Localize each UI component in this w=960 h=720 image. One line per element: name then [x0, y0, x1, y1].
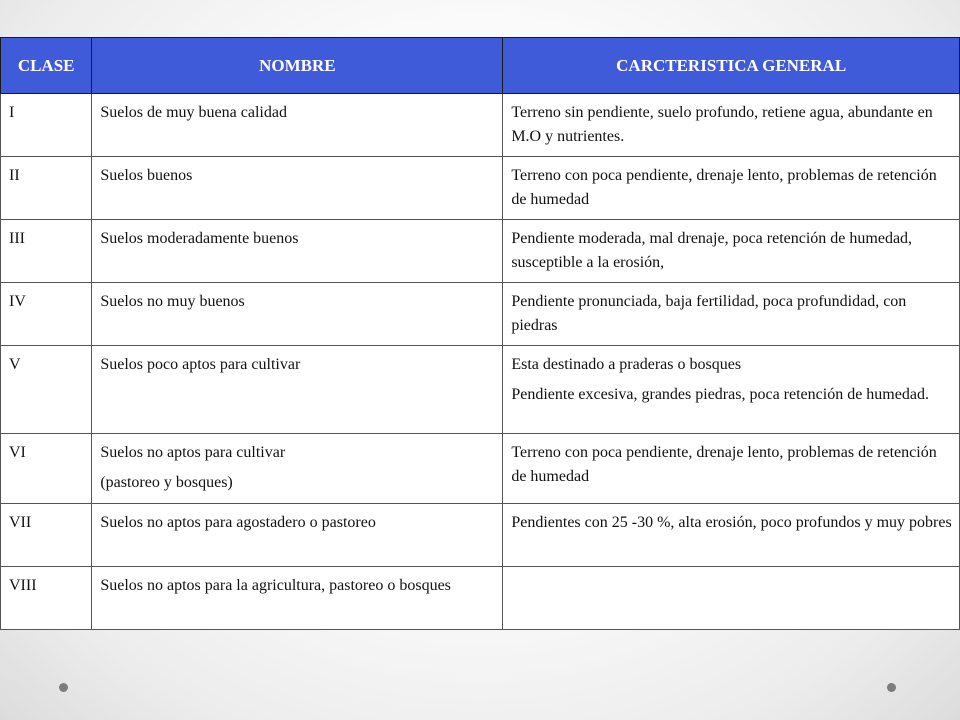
table-row — [1, 567, 960, 630]
cell-caracteristica — [503, 94, 960, 157]
table-row — [1, 346, 960, 434]
cell-text: Pendiente excesiva, grandes piedras, poca retención de humedad. — [511, 386, 929, 403]
table-row — [1, 94, 960, 157]
cell-text: Terreno con poca pendiente, drenaje lento, problemas de retención de humedad — [511, 444, 937, 485]
cell-caracteristica — [503, 220, 960, 283]
cell-nombre — [92, 504, 503, 567]
cell-text: Terreno con poca pendiente, drenaje lento, problemas de retención de humedad — [511, 167, 937, 208]
cell-text: Pendientes con 25 -30 %, alta erosión, poco profundos y muy pobres — [511, 514, 952, 531]
cell-text: Suelos poco aptos para cultivar — [100, 356, 301, 373]
cell-caracteristica — [503, 157, 960, 220]
header-clase: CLASE — [1, 38, 92, 94]
cell-caracteristica — [503, 504, 960, 567]
cell-nombre — [92, 220, 503, 283]
cell-text: Suelos de muy buena calidad — [100, 104, 287, 121]
table-row — [1, 220, 960, 283]
cell-caracteristica — [503, 346, 960, 434]
cell-clase: V — [1, 346, 92, 434]
header-nombre: NOMBRE — [92, 38, 503, 94]
cell-caracteristica — [503, 567, 960, 630]
cell-text: Suelos no aptos para la agricultura, pastoreo o bosques — [100, 577, 451, 594]
cell-clase: I — [1, 94, 92, 157]
header-caracteristica: CARCTERISTICA GENERAL — [503, 38, 960, 94]
cell-clase: III — [1, 220, 92, 283]
cell-text: Terreno sin pendiente, suelo profundo, retiene agua, abundante en M.O y nutrientes. — [511, 104, 933, 145]
cell-text: Suelos no aptos para agostadero o pastoreo — [100, 514, 376, 531]
soil-class-table-container — [0, 37, 960, 630]
cell-text: (pastoreo y bosques) — [100, 474, 233, 491]
cell-clase: VII — [1, 504, 92, 567]
soil-class-table — [0, 37, 960, 630]
cell-text: Esta destinado a praderas o bosques — [511, 356, 742, 373]
cell-text: Suelos moderadamente buenos — [100, 230, 299, 247]
cell-nombre — [92, 434, 503, 504]
cell-caracteristica — [503, 434, 960, 504]
cell-nombre — [92, 283, 503, 346]
cell-nombre — [92, 94, 503, 157]
table-row — [1, 504, 960, 567]
cell-text: Pendiente pronunciada, baja fertilidad, poca profundidad, con piedras — [511, 293, 907, 334]
table-row — [1, 434, 960, 504]
table-row — [1, 283, 960, 346]
slide-dot-right — [887, 683, 896, 692]
cell-nombre — [92, 567, 503, 630]
table-header-row — [1, 38, 960, 94]
cell-text: Suelos no aptos para cultivar — [100, 444, 286, 461]
cell-clase: VIII — [1, 567, 92, 630]
table-row — [1, 157, 960, 220]
cell-text: Suelos buenos — [100, 167, 193, 184]
cell-text: Suelos no muy buenos — [100, 293, 245, 310]
cell-text: Pendiente moderada, mal drenaje, poca retención de humedad, susceptible a la erosión, — [511, 230, 913, 271]
cell-caracteristica — [503, 283, 960, 346]
slide-dot-left — [59, 683, 68, 692]
cell-clase: IV — [1, 283, 92, 346]
cell-clase: VI — [1, 434, 92, 504]
cell-nombre — [92, 346, 503, 434]
cell-clase: II — [1, 157, 92, 220]
cell-nombre — [92, 157, 503, 220]
